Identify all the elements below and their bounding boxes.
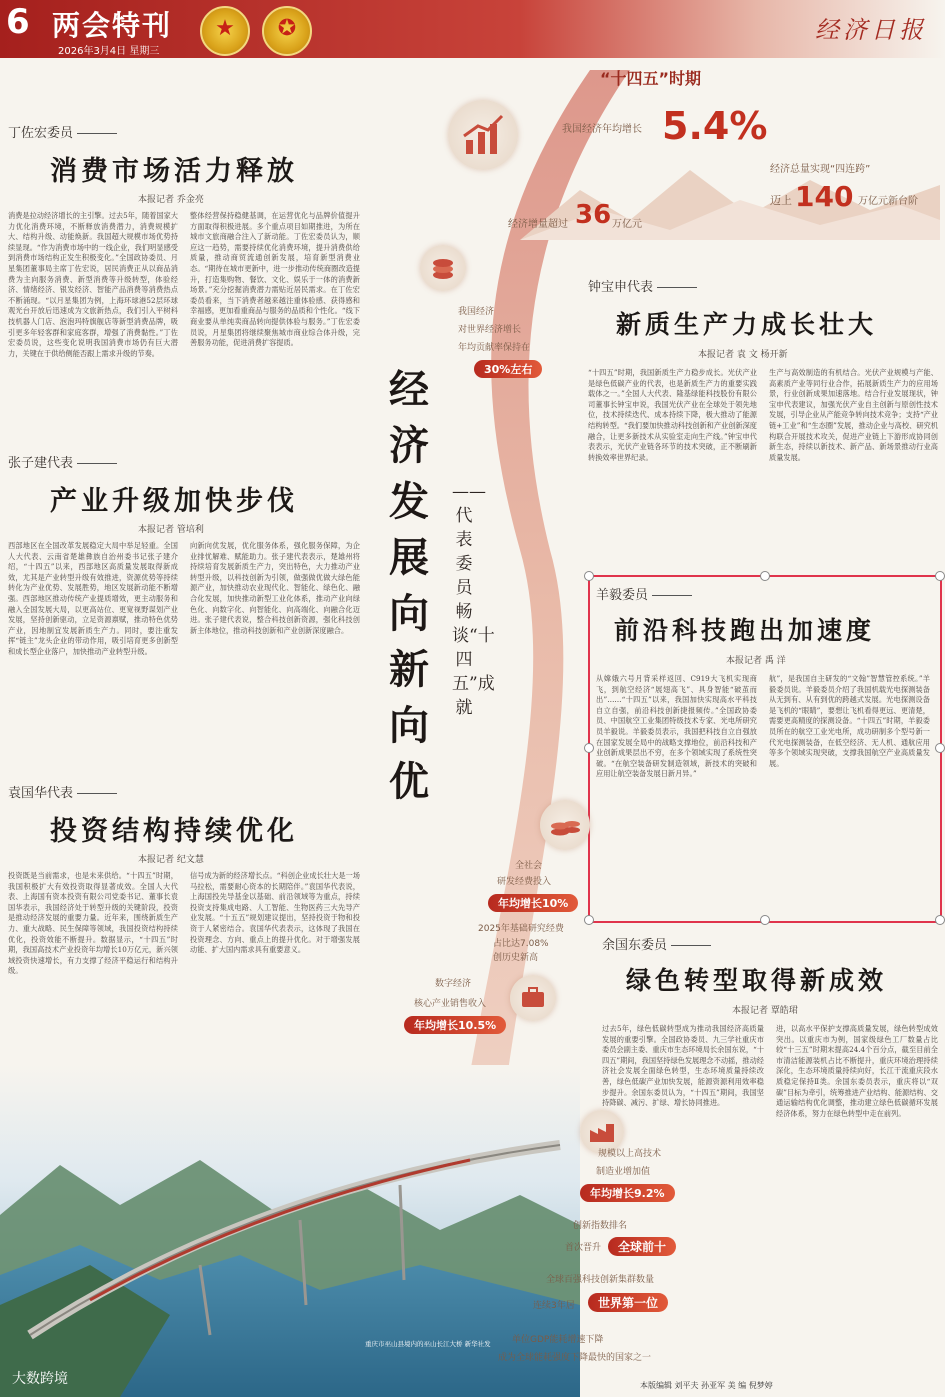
- growth-value: 5.4%: [662, 104, 768, 148]
- digital-line2: 核心产业销售收入: [414, 999, 487, 1009]
- article-byline: 本报记者 管培利: [138, 525, 204, 535]
- rd-line3: 2025年基础研究经费: [478, 924, 564, 934]
- article-body-right: 整体经营保持稳健基调，在运营优化与品牌价值提升方面取得积极进展。多个重点项目如期推进，为所在城市文旅商融合注入了新动能。丁佐宏委员认为，顺应这一趋势，需要持续优化消费环境，提升消费供给质量，推动商贸流通创新发展，培育新型消费业态。“期待在城市更新中，进一步推动传统商圈改造提升，打造集购物、餐饮、文化、娱乐于一体的消费新场景。”充分挖掘消费潜力需贴近居民需求。在丁佐宏委员看来，当下消费者越来越注重体验感、获得感和幸福感，更加看重商品与服务的品质和个性化。“线下商业要从单纯卖商品转向提供体验与服务。”丁佐宏委员说，月星集团将继续聚焦城市商业综合体升级，完善服务功能，促进消费扩容提质。: [190, 211, 360, 348]
- issue-date: 2026年3月4日 星期三: [58, 46, 160, 57]
- growth-label: 我国经济年均增长: [562, 124, 642, 135]
- rd-line2: 研发经费投入: [497, 877, 552, 887]
- resize-handle-sw[interactable]: [584, 915, 594, 925]
- innov-value: 全球前十: [608, 1236, 676, 1256]
- energy-line1: 单位GDP能耗增速下降: [512, 1335, 604, 1345]
- mfg-line2: 制造业增加值: [596, 1167, 651, 1177]
- growth-chart-icon: [448, 100, 518, 170]
- article-title: 绿色转型取得新成效: [626, 966, 888, 995]
- article-body-left: 投资既是当前需求，也是未来供给。“十四五”时期，我国积极扩大有效投资取得显著成效。全国人大代表、上海国有资本投资有限公司党委书记、董事长袁国华表示，我国经济处于转型升级的关键阶段，投资是推动经济发展的重要力量。近年来，围绕新质生产力、重大战略、民生保障等领域，我国投资结构持续优化，投资效能不断提升。数据显示，“十四五”时期，我国高技术产业投资年均增长10万亿元，新兴领域投资快速增长，有力支撑了经济平稳运行和结构升级。: [8, 871, 178, 976]
- article-member: 袁国华代表: [8, 782, 360, 801]
- cluster-line2: 连续3年居: [533, 1301, 575, 1311]
- article-body-left: 西部地区在全国改革发展稳定大局中举足轻重。全国人大代表、云南省楚雄彝族自治州委书记张子建介绍，“十四五”以来，西部地区高质量发展取得新成效，尤其是产业转型升级有效推进，资源优势等持续转化为产业优势、发展胜势，地区发展新动能不断增强。西部地区推动传统产业提质增效，更主动服务和融入全国发展大局，以更高站位、更宽视野谋划产业发展，坚持创新驱动，立足资源禀赋，推动特色优势产业，因地制宜发展新质生产力。同时，要注重发挥“链主”龙头企业的带动作用，吸引培育更多创新型和成长型企业落户，加快推动产业转型升级。: [8, 541, 178, 656]
- innov-line1: 创新指数排名: [573, 1221, 628, 1231]
- article-byline: 本报记者 乔金亮: [138, 195, 204, 205]
- article-consumption: [8, 122, 360, 359]
- innov-line2: 首次晋升: [565, 1243, 602, 1253]
- world-contrib-line2: 对世界经济增长: [458, 325, 522, 335]
- mfg-line1: 规模以上高技术: [598, 1149, 662, 1159]
- article-industry: [8, 452, 360, 658]
- resize-handle-w[interactable]: [584, 743, 594, 753]
- increment-label: 经济增量超过: [508, 219, 568, 230]
- rd-value: 年均增长10%: [488, 892, 578, 912]
- article-byline: 本报记者 覃皓珺: [732, 1006, 798, 1016]
- article-member: 余国东委员: [602, 934, 938, 953]
- vertical-subtitle: ——代表委员畅谈“十四五”成就: [452, 482, 495, 718]
- gdp-unit: 万亿元新台阶: [858, 196, 918, 207]
- resize-handle-nw[interactable]: [584, 571, 594, 581]
- article-byline: 本报记者 纪文慧: [138, 855, 204, 865]
- photo-caption: 重庆市巫山县境内的巫山长江大桥 新华社发: [365, 1340, 491, 1348]
- gdp-prefix: 迈上: [770, 194, 792, 207]
- article-member: 钟宝申代表: [588, 276, 938, 295]
- resize-handle-n[interactable]: [760, 571, 770, 581]
- article-member: 丁佐宏委员: [8, 122, 360, 141]
- mfg-value: 年均增长9.2%: [580, 1182, 675, 1202]
- article-green-transition: [602, 934, 938, 1119]
- article-member: 张子建代表: [8, 452, 360, 471]
- page-number: 6: [6, 2, 30, 42]
- section-title: 两会特刊: [52, 9, 173, 42]
- article-title: 前沿科技跑出加速度: [614, 616, 876, 645]
- cluster-line1: 全球百强科技创新集群数量: [546, 1275, 655, 1285]
- article-body-left: 消费是拉动经济增长的主引擎。过去5年，随着国家大力优化消费环境，不断释放消费潜力，消费规模扩大、结构升级、动能焕新。我国超大规模市场优势持续显现。“作为消费市场中的一线企业，我们明显感受到消费市场结构正发生积极变化。”全国政协委员、月星集团董事局主席丁佐宏说，居民消费正从以商品消费为主向服务消费、新型消费等升级转型，体验经济、情绪经济、银发经济、智能产品消费等消费热点不断涌现。“以月星集团为例，上海环球港52层环球观光台开放后迅速成为文旅新热点，我们引入平树科技机器人门店、泡泡玛特旗舰店等新型消费品牌，吸引更多年轻客群和家庭客群，增强了消费黏性。”丁佐宏委员说，这些变化说明我国消费市场仍有巨大潜力，关键在于供给侧能否跟上需求升级的节奏。: [8, 211, 178, 358]
- increment-unit: 万亿元: [612, 219, 642, 230]
- article-investment: [8, 782, 360, 977]
- cluster-value: 世界第一位: [588, 1292, 668, 1312]
- article-title: 消费市场活力释放: [50, 156, 298, 187]
- article-frontier-tech: [596, 584, 930, 780]
- article-body-left: 过去5年，绿色低碳转型成为推动我国经济高质量发展的重要引擎。全国政协委员、九三学社重庆市委员会副主委、重庆市生态环境局长余国东说，“十四五”期间，我国坚持绿色发展理念不动摇，推动经济社会发展全面绿色转型，生态环境质量持续改善，绿色低碳产业加快发展，能源资源利用效率稳步提升。余国东委员认为，“十四五”期间，我国坚持降碳、减污、扩绿、增长协同推进。: [602, 1024, 764, 1108]
- period-title: “十四五”时期: [600, 69, 702, 88]
- increment-value: 36: [575, 200, 612, 230]
- article-title: 投资结构持续优化: [50, 816, 298, 847]
- cppcc-emblem-icon: ✪: [262, 6, 312, 56]
- world-contrib-line3: 年均贡献率保持在: [458, 343, 531, 353]
- article-byline: 本报记者 袁 文 杨开新: [698, 350, 788, 360]
- article-new-productivity: [588, 276, 938, 463]
- energy-line2: 成为全球能耗强度下降最快的国家之一: [498, 1353, 652, 1363]
- resize-handle-e[interactable]: [935, 743, 945, 753]
- main-vertical-title: 经济发展向新向优: [389, 366, 429, 805]
- article-body-left: “十四五”时期，我国新质生产力稳步成长。光伏产业是绿色低碳产业的代表，也是新质生产力的重要实践载体之一。”全国人大代表、隆基绿能科技股份有限公司董事长钟宝申说，我国光伏产业在全球处于领先地位，技术持续迭代、成本持续下降，极大推动了能源结构转型。“我们要加快推动科技创新和产业创新深度融合，让更多新技术从实验室走向生产线。”钟宝申代表表示，光伏产业链各环节的技术突破，正不断刷新转换效率世界纪录。: [588, 368, 757, 462]
- article-body-right: 生产与高效制造的有机结合。光伏产业规模与产能、高素质产业等同行业合作，拓展新质生产力的应用场景，行业创新成果加速落地。结合行业发展现状，钟宝申代表建议，加强光伏产业自主创新与原创性技术发展，引导企业从产能竞争转向技术竞争；支持“产业链+工业”和“生态圈”发展，推动企业与高校、研究机构联合开展技术攻关，促进产业链上下游形成协同创新生态，持续以新技术、新产品、新场景推动行业高质量发展。: [769, 368, 938, 462]
- rd-line1: 全社会: [515, 861, 543, 871]
- article-member: 羊毅委员: [596, 584, 930, 603]
- article-title: 新质生产力成长壮大: [616, 310, 878, 339]
- page-footer-editors: 本版编辑 刘平夫 孙亚军 美 编 倪梦婷: [640, 1381, 773, 1390]
- newspaper-masthead: 经济日报: [815, 16, 927, 44]
- article-body-left: 从嫦娥六号月背采样返回、C919大飞机实现商飞，到航空经济“展翅高飞”、具身智能“破茧而出”……“十四五”以来，我国加快实现高水平科技自立自强，前沿科技创新捷报频传。”全国政协委员、中国航空工业集团特级技术专家、光电所研究员羊毅说。羊毅委员表示，我国把科技自立自强放在国家发展全局中的战略支撑地位，前沿科技和产业创新成果层出不穷，在多个领域实现了系统性突破。“在航空装备研发制造领域，新技术的突破和应用让航空装备发展日新月异。”: [596, 674, 757, 779]
- article-title: 产业升级加快步伐: [50, 486, 298, 517]
- briefcase-icon: [510, 975, 556, 1021]
- resize-handle-ne[interactable]: [935, 571, 945, 581]
- coins-icon: [420, 245, 466, 291]
- world-contrib-value: 30%左右: [474, 358, 542, 378]
- article-byline: 本报记者 禹 洋: [726, 656, 786, 666]
- gdp-label: 经济总量实现“四连跨”: [770, 164, 871, 175]
- article-body-right: 进，以高水平保护支撑高质量发展，绿色转型成效突出。以重庆市为例，国家级绿色工厂数量占比较“十三五”时期末提高24.4个百分点，截至目前全市清洁能源装机占比不断提升，重庆环境治理持续深化，生态环境质量持续向好，长江干流重庆段水质稳定保持Ⅱ类。余国东委员表示，重庆将以“双碳”目标为牵引，统筹推进产业结构、能源结构、交通运输结构优化调整，推动建立绿色低碳循环发展经济体系，努力在绿色转型中走在前列。: [776, 1024, 938, 1118]
- resize-handle-se[interactable]: [935, 915, 945, 925]
- world-contrib-line1: 我国经济: [458, 307, 495, 317]
- article-body-right: 向新向优发展，优化服务体系，强化服务保障，为企业排忧解难、赋能助力。张子建代表表示，楚雄州将持续培育发展新质生产力，突出特色，大力推动产业转型升级，以科技创新为引领，做强做优做大绿色能源产业，加快推动农业现代化、智能化、绿色化、融合化发展，加快推动新型工业化体系，推动产业向绿色化、向数字化、向智能化、向高端化、向融合化迈进。张子建代表说，整合科技创新资源，强化科技创新主体地位，推动科技创新和产业创新深度融合。: [190, 541, 360, 635]
- rd-line5: 创历史新高: [493, 953, 539, 963]
- resize-handle-s[interactable]: [760, 915, 770, 925]
- rd-line4: 占比达7.08%: [493, 939, 549, 949]
- digital-value: 年均增长10.5%: [404, 1014, 506, 1034]
- article-body-right: 航”，是我国自主研发的“文翰”智慧管控系统。”羊毅委员说。羊毅委员介绍了我国机载光电探测装备从无到有、从有到优的跨越式发展。光电探测设备是飞机的“眼睛”，要想让飞机看得更远、更清楚，需要更高精度的探测设备。“十四五”时期，羊毅委员所在的航空工业光电所，成功研制多个型号新一代光电探测装备，在低空经济、无人机、通航应用等多个领域实现突破，支撑我国航空产业高质量发展。: [769, 674, 930, 768]
- digital-line1: 数字经济: [435, 979, 472, 989]
- coin-stack-icon: [540, 800, 590, 850]
- national-emblem-icon: ★: [200, 6, 250, 56]
- watermark-text: 大数跨境: [12, 1371, 68, 1387]
- gdp-value: 140: [795, 180, 854, 213]
- article-body-right: 信号成为新的经济增长点。“科创企业成长壮大是一场马拉松，需要耐心资本的长期陪伴。”袁国华代表说，上海国投先导基金以基础、前沿领域等为重点，持续投资支持集成电路、人工智能、生物医药三大先导产业发展。“十五五”规划建议提出，坚持投资于物和投资于人紧密结合。袁国华代表表示，这体现了我国在投资理念、方向、重点上的提升优化。对于增强发展动能、扩大国内需求具有重要意义。: [190, 871, 360, 955]
